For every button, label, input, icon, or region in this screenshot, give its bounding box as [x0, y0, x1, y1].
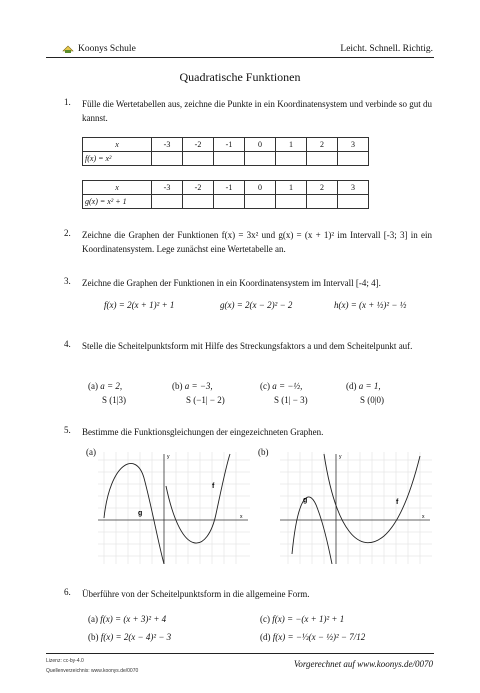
task-4-number: 4.	[64, 339, 71, 349]
item-label: (b)	[88, 632, 99, 642]
axis-label-x: x	[240, 514, 243, 520]
curve-f-label: f	[212, 483, 215, 490]
table-header-cell: 2	[307, 138, 338, 152]
table-empty-cell[interactable]	[214, 152, 245, 166]
graph-a-label: (a)	[86, 447, 96, 457]
axis-label-y: y	[167, 454, 170, 460]
task-3-number: 3.	[64, 276, 71, 286]
curve-f	[166, 454, 230, 543]
footer-source: Quellenverzeichnis: www.koonys.de/0070	[46, 668, 139, 674]
table-header-cell: -1	[214, 138, 245, 152]
item-expression: f(x) = 2(x − 4)² − 3	[100, 632, 172, 642]
table-empty-cell[interactable]	[183, 152, 214, 166]
graph-b	[280, 452, 432, 564]
table-empty-cell[interactable]	[338, 195, 369, 209]
task-3-text: Zeichne die Graphen der Funktionen in ein Koordinatensystem im Intervall [-4; 4].	[82, 278, 381, 288]
table-empty-cell[interactable]	[245, 152, 276, 166]
table-empty-cell[interactable]	[245, 195, 276, 209]
task-4-item-d	[346, 379, 384, 407]
curve-g-label: g	[303, 497, 308, 504]
table-empty-cell[interactable]	[338, 152, 369, 166]
value-table-f	[82, 137, 369, 166]
item-a-value: a = 1,	[358, 381, 381, 391]
table-header-cell: x	[83, 138, 152, 152]
item-vertex: S (−1| − 2)	[186, 395, 225, 405]
table-header-cell: 0	[245, 181, 276, 195]
task-6-item-c	[260, 612, 344, 626]
table-empty-cell[interactable]	[214, 195, 245, 209]
task-3-function-h: h(x) = (x + ½)² − ½	[334, 300, 407, 310]
slogan: Leicht. Schnell. Richtig.	[340, 44, 433, 54]
table-header-cell: 1	[276, 181, 307, 195]
graph-b-label: (b)	[258, 447, 269, 457]
table-header-cell: x	[83, 181, 152, 195]
footer-license: Lizenz: cc-by-4.0	[46, 658, 84, 664]
table-function-label: f(x) = x²	[83, 152, 152, 166]
task-2-text: Zeichne die Graphen der Funktionen f(x) = 3x² und g(x) = (x + 1)² im Intervall [-3; 3] in ein Koordinatensystem. Lege zunächst eine Wertetabelle an.	[82, 230, 432, 254]
brand-name: Koonys Schule	[78, 44, 136, 54]
item-expression: f(x) = −⅓(x − ½)² − 7/12	[272, 632, 366, 642]
item-label: (d)	[346, 381, 357, 391]
task-1-text: Fülle die Wertetabellen aus, zeichne die Punkte in ein Koordinatensystem und verbinde so gut du kannst.	[82, 99, 432, 123]
task-5-number: 5.	[64, 425, 71, 435]
table-header-cell: 3	[338, 181, 369, 195]
table-header-cell: -2	[183, 138, 214, 152]
table-header-cell: 1	[276, 138, 307, 152]
item-label: (c)	[260, 381, 270, 391]
task-6-text: Überführe von der Scheitelpunktsform in die allgemeine Form.	[82, 589, 310, 599]
curve-g	[104, 463, 164, 564]
table-function-label: g(x) = x² + 1	[83, 195, 152, 209]
curve-f-label: f	[396, 499, 399, 506]
table-empty-cell[interactable]	[276, 152, 307, 166]
task-6-item-d	[260, 630, 365, 644]
table-empty-cell[interactable]	[307, 152, 338, 166]
item-a-value: a = 2,	[100, 381, 123, 391]
task-4-item-b	[172, 379, 225, 407]
task-3-function-f: f(x) = 2(x + 1)² + 1	[104, 300, 175, 310]
item-expression: f(x) = −(x + 1)² + 1	[272, 614, 345, 624]
table-header-cell: -3	[152, 138, 183, 152]
table-header-cell: 0	[245, 138, 276, 152]
item-a-value: a = −3,	[184, 381, 213, 391]
item-label: (b)	[172, 381, 183, 391]
table-header-cell: 2	[307, 181, 338, 195]
header-divider	[46, 57, 434, 58]
item-label: (d)	[260, 632, 271, 642]
page-title: Quadratische Funktionen	[179, 70, 301, 84]
table-header-cell: -2	[183, 181, 214, 195]
item-label: (c)	[260, 614, 270, 624]
table-empty-cell[interactable]	[183, 195, 214, 209]
item-vertex: S (1| − 3)	[274, 395, 308, 405]
curve-g-label: g	[138, 510, 143, 517]
graph-a	[98, 452, 250, 564]
table-empty-cell[interactable]	[276, 195, 307, 209]
table-empty-cell[interactable]	[152, 195, 183, 209]
task-3-function-g: g(x) = 2(x − 2)² − 2	[220, 300, 293, 310]
task-5-text: Bestimme die Funktionsgleichungen der eingezeichneten Graphen.	[82, 427, 324, 437]
task-4-text: Stelle die Scheitelpunktsform mit Hilfe des Streckungsfaktors a und dem Scheitelpunkt auf.	[82, 341, 413, 351]
table-header-cell: -1	[214, 181, 245, 195]
task-4-item-a	[88, 379, 126, 407]
logo-icon	[62, 44, 74, 57]
value-table-g	[82, 180, 369, 209]
item-expression: f(x) = (x + 3)² + 4	[100, 614, 167, 624]
item-label: (a)	[88, 381, 98, 391]
footer-divider	[46, 653, 434, 654]
table-header-cell: 3	[338, 138, 369, 152]
task-6-item-b	[88, 630, 171, 644]
item-label: (a)	[88, 614, 98, 624]
task-4-item-c	[260, 379, 308, 407]
axis-label-y: y	[339, 454, 342, 460]
table-empty-cell[interactable]	[152, 152, 183, 166]
task-2-number: 2.	[64, 228, 71, 238]
task-1-number: 1.	[64, 97, 71, 107]
table-header-cell: -3	[152, 181, 183, 195]
item-vertex: S (0|0)	[360, 395, 385, 405]
axis-label-x: x	[422, 514, 425, 520]
task-6-number: 6.	[64, 587, 71, 597]
table-empty-cell[interactable]	[307, 195, 338, 209]
item-a-value: a = −½,	[272, 381, 303, 391]
item-vertex: S (1|3)	[102, 395, 127, 405]
task-6-item-a	[88, 612, 166, 626]
footer-link[interactable]: Vorgerechnet auf www.koonys.de/0070	[293, 659, 433, 669]
